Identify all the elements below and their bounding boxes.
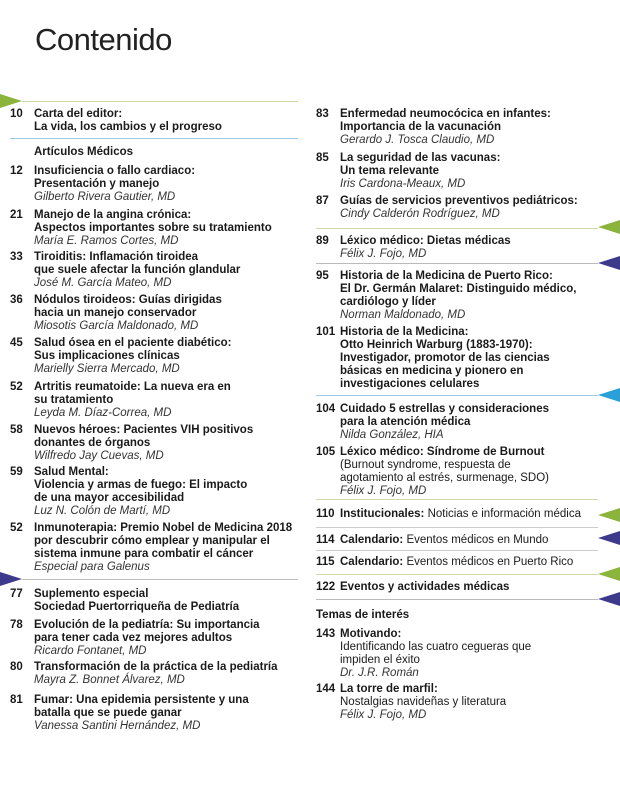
entry-title-line: Fumar: Una epidemia persistente y una <box>34 694 249 706</box>
entry-title-line: impiden el éxito <box>340 654 420 666</box>
page-number: 89 <box>316 235 329 247</box>
author: Mayra Z. Bonnet Álvarez, MD <box>34 674 185 686</box>
toc-entry[interactable] <box>10 165 300 204</box>
divider <box>316 527 598 528</box>
toc-entry[interactable] <box>316 581 616 594</box>
toc-entry[interactable] <box>316 556 616 569</box>
entry-title-line: Violencia y armas de fuego: El impacto <box>34 479 248 491</box>
toc-entry[interactable] <box>316 446 616 498</box>
entry-title-line: Cuidado 5 estrellas y consideraciones <box>340 403 549 415</box>
entry-body <box>316 446 616 498</box>
divider <box>22 579 298 580</box>
page-number: 114 <box>316 534 335 546</box>
author: Félix J. Fojo, MD <box>340 248 427 260</box>
page-number: 77 <box>10 588 23 600</box>
entry-body <box>316 534 616 547</box>
entry-title-line: Salud Mental: <box>34 466 109 478</box>
toc-entry[interactable] <box>316 108 616 147</box>
entry-title-line: para tener cada vez mejores adultos <box>34 632 233 644</box>
author: Wilfredo Jay Cuevas, MD <box>34 450 164 462</box>
entry-title-line: Eventos médicos en Mundo <box>406 534 549 546</box>
entry-title-line: agotamiento al estrés, surmenage, SDO) <box>340 472 550 484</box>
entry-body <box>10 209 300 248</box>
accent-triangle <box>0 572 22 586</box>
page-number: 115 <box>316 556 335 568</box>
entry-title-line: para la atención médica <box>340 416 471 428</box>
entry-title-line: de una mayor accesibilidad <box>34 492 185 504</box>
page-number: 52 <box>10 522 23 534</box>
page-number: 105 <box>316 446 336 458</box>
entry-title-line: batalla que se puede ganar <box>34 707 182 719</box>
author: Félix J. Fojo, MD <box>340 709 427 721</box>
entry-title-line: Calendario: <box>340 534 404 546</box>
entry-title-line: Sus implicaciones clínicas <box>34 350 180 362</box>
entry-title-line: Artritis reumatoide: La nueva era en <box>34 381 231 393</box>
accent-triangle <box>598 592 620 606</box>
toc-entry[interactable] <box>316 508 616 521</box>
page-number: 33 <box>10 251 23 263</box>
entry-title-line: Léxico médico: Dietas médicas <box>340 235 511 247</box>
accent-triangle <box>0 94 22 108</box>
entry-body <box>316 270 616 322</box>
author: Ricardo Fontanet, MD <box>34 645 147 657</box>
author: Miosotis García Maldonado, MD <box>34 320 199 332</box>
entry-title-line: La seguridad de las vacunas: <box>340 152 501 164</box>
page-number: 104 <box>316 403 336 415</box>
page-number: 143 <box>316 628 336 640</box>
entry-title-line: Aspectos importantes sobre su tratamiento <box>34 222 272 234</box>
entry-body <box>316 628 616 680</box>
entry-body <box>10 619 300 658</box>
entry-title-line: El Dr. Germán Malaret: Distinguido médico, <box>340 283 577 295</box>
page-number: 122 <box>316 581 336 593</box>
author: Gilberto Rivera Gautier, MD <box>34 191 176 203</box>
entry-body <box>316 403 616 442</box>
entry-body <box>10 381 300 420</box>
entry-title-line: Eventos médicos en Puerto Rico <box>406 556 574 568</box>
toc-entry[interactable] <box>316 326 616 391</box>
divider <box>316 395 598 396</box>
entry-title-line: Institucionales: <box>340 508 425 520</box>
page-number: 58 <box>10 424 23 436</box>
entry-body <box>316 508 616 521</box>
author: Marielly Sierra Mercado, MD <box>34 363 180 375</box>
toc-entry[interactable] <box>316 403 616 442</box>
toc-entry[interactable] <box>10 619 300 658</box>
toc-entry[interactable] <box>10 424 300 463</box>
toc-entry[interactable] <box>10 522 300 574</box>
author: Vanessa Santini Hernández, MD <box>34 720 201 732</box>
entry-title-line: Nostalgias navideñas y literatura <box>340 696 507 708</box>
page-number: 78 <box>10 619 23 631</box>
entry-title-line: Identificando las cuatro cegueras que <box>340 641 532 653</box>
entry-title-line: Carta del editor: <box>34 108 123 120</box>
page-number: 59 <box>10 466 23 478</box>
toc-entry[interactable] <box>10 209 300 248</box>
author: Nilda González, HIA <box>340 429 444 441</box>
author: Norman Maldonado, MD <box>340 309 466 321</box>
page-number: 110 <box>316 508 335 520</box>
entry-body <box>10 588 300 614</box>
toc-entry[interactable] <box>10 108 300 134</box>
entry-title-line: Sociedad Puertorriqueña de Pediatría <box>34 601 240 613</box>
entry-title-line: cardiólogo y líder <box>340 296 436 308</box>
author: Iris Cardona-Meaux, MD <box>340 178 466 190</box>
toc-entry[interactable] <box>10 337 300 376</box>
divider <box>316 599 598 600</box>
entry-title-line: su tratamiento <box>34 394 114 406</box>
page-number: 36 <box>10 294 23 306</box>
toc-entry[interactable] <box>10 251 300 290</box>
page-title: Contenido <box>35 22 172 57</box>
toc-entry[interactable] <box>316 628 616 680</box>
entry-title-line: Insuficiencia o fallo cardiaco: <box>34 165 196 177</box>
entry-title-line: Otto Heinrich Warburg (1883-1970): <box>340 339 533 351</box>
entry-body <box>316 152 616 191</box>
divider <box>316 263 598 264</box>
entry-title-line: básicas en medicina y pionero en <box>340 365 524 377</box>
entry-title-line: Importancia de la vacunación <box>340 121 502 133</box>
author: Cindy Calderón Rodríguez, MD <box>340 208 500 220</box>
author: Especial para Galenus <box>34 561 150 573</box>
divider <box>316 228 598 229</box>
entry-title-line: Historia de la Medicina de Puerto Rico: <box>340 270 553 282</box>
divider <box>10 138 298 139</box>
author: Félix J. Fojo, MD <box>340 485 427 497</box>
entry-body <box>316 581 616 594</box>
page-number: 80 <box>10 661 23 673</box>
entry-title-line: Guías de servicios preventivos pediátricos: <box>340 195 578 207</box>
entry-title-line: Léxico médico: Síndrome de Burnout <box>340 446 545 458</box>
entry-body <box>10 165 300 204</box>
divider <box>316 574 598 575</box>
toc-entry[interactable] <box>10 694 300 733</box>
page-number: 101 <box>316 326 336 338</box>
entry-title-line: Nuevos héroes: Pacientes VIH positivos <box>34 424 254 436</box>
page-number: 144 <box>316 683 336 695</box>
entry-body <box>10 522 300 574</box>
entry-title-line: Calendario: <box>340 556 404 568</box>
entry-title-line: La torre de marfil: <box>340 683 438 695</box>
toc-entry[interactable] <box>316 270 616 322</box>
entry-title-line: Historia de la Medicina: <box>340 326 469 338</box>
entry-title-line: Noticias e información médica <box>427 508 581 520</box>
entry-title-line: por descubrir cómo emplear y manipular el <box>34 535 270 547</box>
entry-body <box>316 556 616 569</box>
divider <box>316 550 598 551</box>
page-number: 83 <box>316 108 329 120</box>
page-number: 45 <box>10 337 23 349</box>
entry-title-line: sistema inmune para combatir el cáncer <box>34 548 254 560</box>
page-number: 21 <box>10 209 23 221</box>
entry-body <box>316 683 616 722</box>
author: Leyda M. Díaz-Correa, MD <box>34 407 172 419</box>
entry-body <box>10 661 300 687</box>
section-heading: Artículos Médicos <box>34 146 134 158</box>
section-heading: Temas de interés <box>316 609 410 621</box>
toc-entry[interactable] <box>10 294 300 333</box>
entry-body <box>316 235 616 261</box>
accent-triangle <box>598 220 620 234</box>
entry-title-line: Eventos y actividades médicas <box>340 581 510 593</box>
entry-title-line: Manejo de la angina crónica: <box>34 209 192 221</box>
author: Luz N. Colón de Martí, MD <box>34 505 171 517</box>
toc-entry[interactable] <box>316 683 616 722</box>
entry-title-line: Investigador, promotor de las ciencias <box>340 352 550 364</box>
entry-title-line: Un tema relevante <box>340 165 440 177</box>
entry-body <box>10 294 300 333</box>
page-number: 87 <box>316 195 329 207</box>
entry-title-line: Enfermedad neumocócica en infantes: <box>340 108 551 120</box>
entry-title-line: Inmunoterapia: Premio Nobel de Medicina 2018 <box>34 522 293 534</box>
divider <box>22 101 298 102</box>
author: Gerardo J. Tosca Claudio, MD <box>340 134 495 146</box>
toc-entry[interactable] <box>316 534 616 547</box>
entry-body <box>10 424 300 463</box>
entry-title-line: Motivando: <box>340 628 402 640</box>
page-number: 85 <box>316 152 329 164</box>
entry-body <box>10 337 300 376</box>
page-number: 12 <box>10 165 23 177</box>
entry-title-line: hacia un manejo conservador <box>34 307 197 319</box>
author: Dr. J.R. Román <box>340 667 419 679</box>
toc-entry[interactable] <box>316 235 616 261</box>
entry-title-line: Tiroiditis: Inflamación tiroidea <box>34 251 199 263</box>
author: José M. García Mateo, MD <box>34 277 172 289</box>
toc-entry[interactable] <box>10 661 300 687</box>
entry-title-line: Evolución de la pediatría: Su importancia <box>34 619 260 631</box>
entry-title-line: donantes de órganos <box>34 437 151 449</box>
page-number: 52 <box>10 381 23 393</box>
entry-body <box>10 251 300 290</box>
entry-title-line: Transformación de la práctica de la pediatría <box>34 661 278 673</box>
toc-entry[interactable] <box>10 466 300 518</box>
divider <box>316 499 598 500</box>
entry-title-line: Presentación y manejo <box>34 178 160 190</box>
entry-body <box>10 466 300 518</box>
entry-body <box>10 108 300 134</box>
entry-title-line: Nódulos tiroideos: Guías dirigidas <box>34 294 222 306</box>
entry-body <box>316 108 616 147</box>
author: María E. Ramos Cortes, MD <box>34 235 179 247</box>
entry-title-line: La vida, los cambios y el progreso <box>34 121 222 133</box>
toc-entry[interactable] <box>316 152 616 191</box>
page-number: 95 <box>316 270 329 282</box>
entry-body <box>10 694 300 733</box>
entry-title-line: que suele afectar la función glandular <box>34 264 241 276</box>
entry-body <box>316 195 616 221</box>
entry-title-line: (Burnout syndrome, respuesta de <box>340 459 511 471</box>
entry-body <box>316 326 616 391</box>
page-number: 10 <box>10 108 23 120</box>
entry-title-line: Suplemento especial <box>34 588 149 600</box>
toc-entry[interactable] <box>10 588 300 614</box>
entry-title-line: investigaciones celulares <box>340 378 480 390</box>
accent-triangle <box>598 567 620 581</box>
entry-title-line: Salud ósea en el paciente diabético: <box>34 337 232 349</box>
toc-entry[interactable] <box>316 195 616 221</box>
page-number: 81 <box>10 694 23 706</box>
toc-entry[interactable] <box>10 381 300 420</box>
